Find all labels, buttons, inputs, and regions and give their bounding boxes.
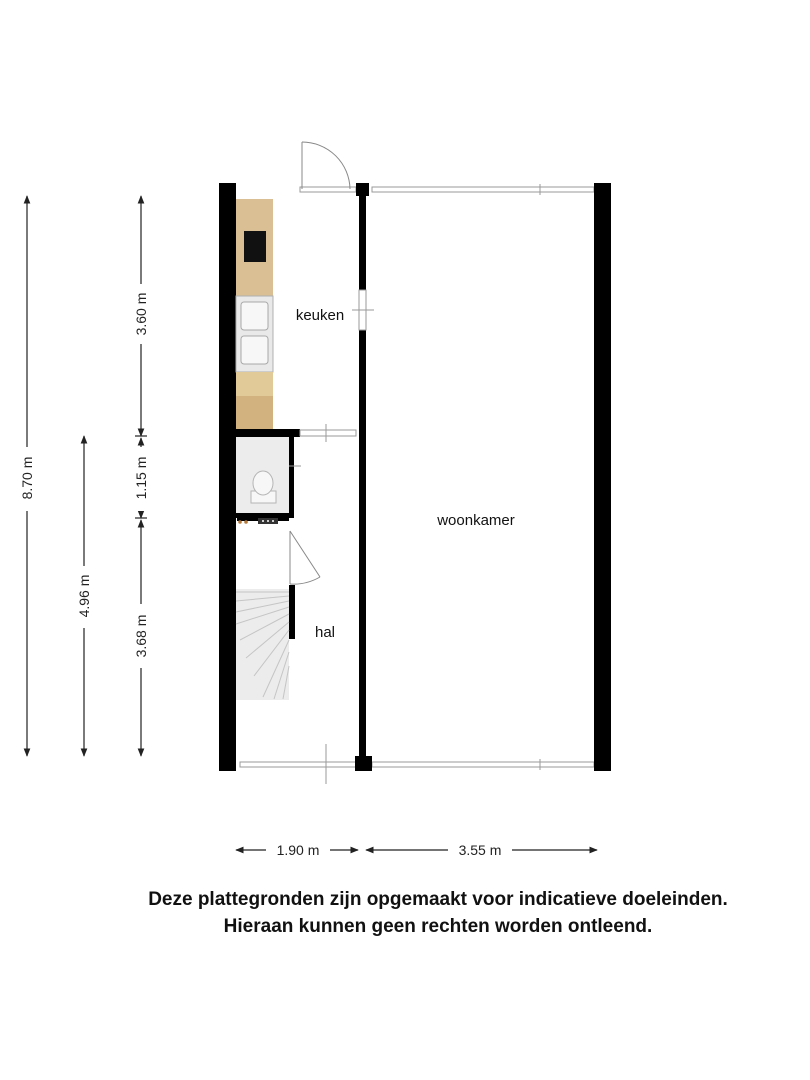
wall-left <box>219 183 236 771</box>
wall-middle-top-post <box>356 183 369 196</box>
window-living-front <box>372 187 594 192</box>
window-hall-rear <box>240 762 356 767</box>
disclaimer-line-2: Hieraan kunnen geen rechten worden ontleend. <box>223 916 653 937</box>
window-living-rear <box>372 762 594 767</box>
toilet-bowl <box>253 471 273 495</box>
meter-cupboard <box>237 518 289 524</box>
window-kitchen-front <box>300 187 356 192</box>
wall-toilet-bottom <box>236 513 294 518</box>
room-labels <box>296 307 515 641</box>
door-hall-toilet <box>290 531 320 584</box>
countertop-lower <box>236 372 273 396</box>
wall-right <box>594 183 611 771</box>
wall-middle-bottom-post <box>355 756 372 771</box>
wall-front-left-stub <box>219 183 236 197</box>
sink-basin-2 <box>241 336 268 364</box>
wall-toilet-right <box>289 437 294 517</box>
dim-label-right-width: 3.55 m <box>458 842 502 858</box>
opening-kitchen-hall <box>300 430 356 436</box>
room-label-living: woonkamer <box>437 512 515 529</box>
dim-label-toilet-depth: 1.15 m <box>133 456 149 500</box>
disclaimer <box>0 886 810 940</box>
sink-basin-1 <box>241 302 268 330</box>
dim-label-kitchen-depth: 3.60 m <box>133 292 149 336</box>
room-label-kitchen: keuken <box>295 307 345 324</box>
door-front-kitchen <box>302 142 350 189</box>
dim-label-hall-depth: 4.96 m <box>76 574 92 618</box>
dim-label-total-depth: 8.70 m <box>19 456 35 500</box>
wall-middle <box>359 195 366 761</box>
wall-stair-side <box>289 585 295 639</box>
kitchen-counter <box>236 199 273 429</box>
hob <box>244 231 266 262</box>
countertop-corner <box>236 396 273 429</box>
wall-kitchen-hall-divider <box>236 429 300 437</box>
dimension-lines-vertical <box>27 196 147 756</box>
staircase <box>236 589 289 700</box>
dim-label-left-width: 1.90 m <box>276 842 320 858</box>
room-label-hall: hal <box>314 624 336 641</box>
disclaimer-line-1: Deze plattegronden zijn opgemaakt voor indicatieve doeleinden. <box>148 889 728 910</box>
dim-label-hall-section-depth: 3.68 m <box>133 614 149 658</box>
